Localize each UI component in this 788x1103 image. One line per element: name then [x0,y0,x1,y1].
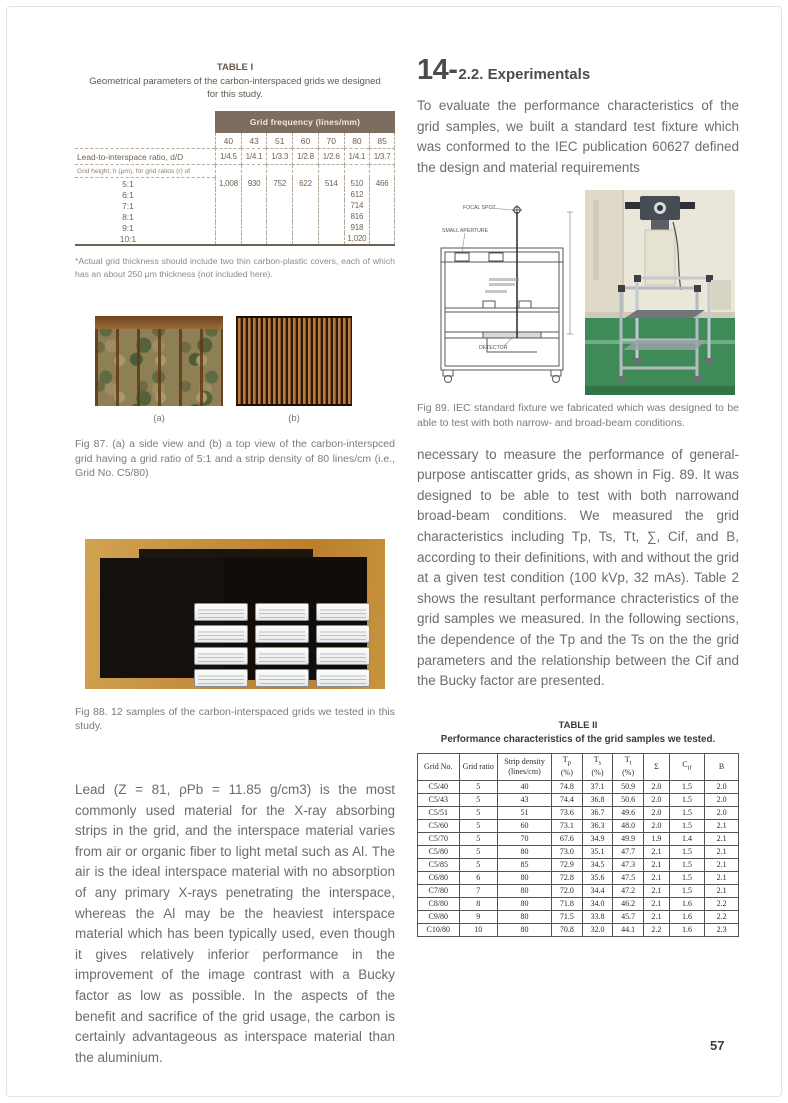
table2-column-header: $T_p$ (%) [552,753,583,780]
table1-height-value [292,211,318,222]
table1-height-value [215,222,241,233]
table2-cell: C5/80 [418,845,460,858]
table1-height-value: 816 [344,211,370,222]
table2-cell: 50.6 [613,793,644,806]
table2-cell: 2.1 [705,884,739,897]
fixture-frame [441,248,563,383]
small-annotations [485,278,519,293]
table2-cell: 6 [459,871,497,884]
table1-height-label: Grid height, h (μm), for grid ratios (r) of [75,165,215,178]
sample-label-chip [195,648,247,664]
table2-cell: 80 [498,923,552,936]
table2-cell: 1.5 [669,780,704,793]
table2-cell: 32.0 [582,923,613,936]
table2-cell: 47.2 [613,884,644,897]
table2-cell: 71.5 [552,910,583,923]
table2-cell: 37.1 [582,780,613,793]
table2-block [417,720,739,937]
table1-height-value: 622 [292,178,318,189]
page-number: 57 [710,1038,725,1053]
table1-ratio-value: 1/3.7 [369,148,395,165]
table2-cell: 80 [498,871,552,884]
table2-cell: 47.7 [613,845,644,858]
figure88-caption: Fig 88. 12 samples of the carbon-interspaced grids we tested in this study. [75,705,395,733]
table2-cell: 1.6 [669,910,704,923]
table1-group-header: Grid frequency (lines/mm) [215,111,395,133]
right-paragraph-2: necessary to measure the performance of general-purpose antiscatter grids, as shown in Fig. 89. It was designed to be able to test with both narrowand broad-beam conditions. We measured the grid characteristics including Tp, Ts, Tt, ∑, Cif, and B, according to their definitions, with and without the grid at a given test condition (100 kVp, 32 mAs). Table 2 shows the resultant performance chracteristics of the grid samples we measured. In the following sections, the dependence of the Tp and the Ts on the the grid parameters and the relationship between the Cif and the Bucky factor are presented. [417,446,739,689]
figure87a-photo [95,316,223,406]
table2-cell: 2.0 [643,819,669,832]
table2-cell: 2.0 [705,780,739,793]
table2-column-header: $C_{if}$ [669,753,704,780]
table2-cell: 2.2 [705,897,739,910]
table1-spacer [266,165,292,178]
sample-label-chip [256,648,308,664]
table2-cell: 34.0 [582,897,613,910]
table2-cell: C5/70 [418,832,460,845]
table1-height-value: 612 [344,189,370,200]
table1-grid-ratio-label: 7:1 [122,200,134,211]
table2-row [418,910,739,923]
table1-ratio-value: 1/2.8 [292,148,318,165]
table1-height-value: 918 [344,222,370,233]
figure87a [95,316,223,424]
table1-frequency: 85 [369,133,395,148]
table2-row [418,858,739,871]
table1-height-value: 714 [344,200,370,211]
table1-grid-ratio-label: 6:1 [122,189,134,200]
table2-cell: 60 [498,819,552,832]
table2-cell: 1.5 [669,845,704,858]
table2-cell: 80 [498,910,552,923]
table2-row [418,832,739,845]
table1-height-value: 514 [318,178,344,189]
table2-cell: 8 [459,897,497,910]
table1-spacer [344,165,370,178]
table2-cell: 73.6 [552,806,583,819]
sample-label-chip [317,604,369,620]
figure88-photo [85,539,385,689]
sample-label-chip [317,648,369,664]
table2-cell: 9 [459,910,497,923]
right-column [417,54,739,937]
stand-shelf-lower [623,340,707,350]
table2-cell: 43 [498,793,552,806]
table2-cell: 50.9 [613,780,644,793]
table1-height-value [369,211,395,222]
table1-height-value [266,200,292,211]
table1-height-value [241,222,267,233]
table1-height-value [369,189,395,200]
table1-frequency: 60 [292,133,318,148]
table2-cell: 2.2 [705,910,739,923]
table2-cell: 73.0 [552,845,583,858]
beam-axis [512,205,522,338]
table2-cell: 2.1 [705,832,739,845]
table2-cell: 33.8 [582,910,613,923]
table2-cell: 49.9 [613,832,644,845]
table1-height-value [318,222,344,233]
table1-spacer [318,165,344,178]
table2-cell: 35.6 [582,871,613,884]
table2-cell: 2.1 [643,845,669,858]
table2-cell: 2.2 [643,923,669,936]
table2-cell: 1.5 [669,858,704,871]
table2-row [418,884,739,897]
table1-height-value [292,189,318,200]
table2-cell: 48.0 [613,819,644,832]
table2-cell: 2.3 [705,923,739,936]
table2-cell: 80 [498,897,552,910]
table2-cell: 36.3 [582,819,613,832]
table2-cell: 1.6 [669,897,704,910]
table2-cell: 46.2 [613,897,644,910]
left-paragraph: Lead (Z = 81, ρPb = 11.85 g/cm3) is the most commonly used material for the X-ray absorbing strips in the grid, and the interspace material varies from air or organic fiber to light metal such as Al. The air is the ideal interspace material with no absorption of any primary X-rays penetrating the interspace, whereas the Al may be the heaviest interspace material which has been typically used, even though it gives relatively inferior performance in the improvement of the image contrast with a Bucky factor as low as possible. In the aspects of the benefit and sacrifice of the grid usage, the carbon is certainly advantageous as interspace material than the aluminium. [75,781,395,1065]
table2-cell: 2.0 [643,806,669,819]
right-paragraph-1: To evaluate the performance characteristics of the grid samples, we built a standard test fixture which was conformed to the IEC publication 60627 defined the design and material requirements [417,98,739,175]
table2-cell: 2.0 [705,793,739,806]
table1-height-value [318,211,344,222]
table2-cell: 5 [459,858,497,871]
table2-cell: 2.1 [643,858,669,871]
figure89-diagram [427,190,577,395]
table2-row [418,819,739,832]
figure87b [236,316,352,424]
table2-cell: 70 [498,832,552,845]
table1-frequency: 80 [344,133,370,148]
table2-cell: 1.5 [669,819,704,832]
table1-frequency: 40 [215,133,241,148]
table2-cell: 36.7 [582,806,613,819]
table2-cell: 5 [459,806,497,819]
table1-grid-ratio-label: 8:1 [122,211,134,222]
table2-row [418,923,739,936]
table2-column-header: Strip density (lines/cm) [498,753,552,780]
table1-height-value [215,200,241,211]
table2-cell: 34.9 [582,832,613,845]
figure89-caption: Fig 89. IEC standard fixture we fabricated which was designed to be able to test with both narrow- and broad-beam conditions. [417,402,739,429]
table2-cell: 85 [498,858,552,871]
section-number: 14- [417,54,458,86]
figure87b-label: (b) [288,413,300,424]
table2-column-header: Grid ratio [459,753,497,780]
table1-ratio-value: 1/4.1 [241,148,267,165]
table2-cell: 74.8 [552,780,583,793]
table2-cell: 2.1 [643,871,669,884]
focal-spot-label: FOCAL SPOT [463,205,496,212]
table1-height-value [318,200,344,211]
table1-frequency: 43 [241,133,267,148]
table2-cell: 1.5 [669,806,704,819]
table1-height-value [215,211,241,222]
table1-height-value: 466 [369,178,395,189]
table1-height-value [292,233,318,244]
table2-cell: 1.5 [669,871,704,884]
figure87a-label: (a) [153,413,165,424]
table1-label-empty [75,133,215,148]
table2-header-row [418,753,739,780]
table2-cell: 49.6 [613,806,644,819]
table1-footnote: *Actual grid thickness should include two thin carbon-plastic covers, each of which has an about 250 μm thickness (not included here). [75,256,395,279]
table2-cell: 5 [459,780,497,793]
table1-height-value [292,200,318,211]
table1-height-value [369,200,395,211]
table2-cell: 35.1 [582,845,613,858]
table2-cell: 5 [459,793,497,806]
table2-cell: 7 [459,884,497,897]
table1-height-value [369,222,395,233]
figure89 [427,190,739,395]
table1-height-value: 510 [344,178,370,189]
table2-cell: 1.4 [669,832,704,845]
table1-height-value: 930 [241,178,267,189]
table2-cell: 47.3 [613,858,644,871]
table2-cell: 5 [459,832,497,845]
table1-frequency: 70 [318,133,344,148]
table2-cell: 80 [498,845,552,858]
table2-row [418,806,739,819]
table1-corner [75,111,215,133]
table1-height-value [215,189,241,200]
table2-cell: 10 [459,923,497,936]
table2-row [418,780,739,793]
sample-label-chip [195,626,247,642]
table2-cell: 2.1 [643,910,669,923]
table2-cell: C5/85 [418,858,460,871]
table2-cell: 2.1 [705,819,739,832]
table2-cell: C5/43 [418,793,460,806]
table1-height-value: 1,020 [344,233,370,244]
table1-height-value [241,189,267,200]
sample-label-chip [195,670,247,686]
table2-caption: Performance characteristics of the grid samples we tested. [440,733,716,745]
table2-row [418,897,739,910]
sample-label-chip [317,626,369,642]
table2-cell: 67.6 [552,832,583,845]
figure87b-photo [236,316,352,406]
table1-height-value [292,222,318,233]
table2-cell: 34.4 [582,884,613,897]
table1-height-value: 752 [266,178,292,189]
table2-cell: 2.1 [643,897,669,910]
stand-shelf-upper [625,310,705,318]
section-title: 2.2. Experimentals [458,66,591,83]
table2-row [418,871,739,884]
table2-cell: 2.1 [705,845,739,858]
table1-ratio-value: 1/3.3 [266,148,292,165]
table2-cell: C6/80 [418,871,460,884]
table2-cell: 80 [498,884,552,897]
table1-spacer [292,165,318,178]
table2-cell: 2.0 [705,806,739,819]
table2-cell: C10/80 [418,923,460,936]
table2-cell: 51 [498,806,552,819]
table1-height-value [266,222,292,233]
sample-label-chip [317,670,369,686]
table1-height-value [318,233,344,244]
table1-ratio-label: Lead-to-interspace ratio, d/D [75,148,215,165]
table2-cell: 74.4 [552,793,583,806]
table2-cell: 72.9 [552,858,583,871]
table1-ratio-value: 1/4.1 [344,148,370,165]
figure89-photo [585,190,735,395]
section-heading [417,54,739,87]
table2-cell: 2.0 [643,780,669,793]
table2-cell: C9/80 [418,910,460,923]
table1-height-value [318,189,344,200]
table1-height-value [266,233,292,244]
figure87-caption: Fig 87. (a) a side view and (b) a top view of the carbon-interspced grid having a grid ratio of 5:1 and a strip density of 80 lines/cm (i.e., Grid No. C5/80) [75,438,395,480]
figure88-labels [193,602,371,689]
table1-spacer [241,165,267,178]
table2-column-header: Grid No. [418,753,460,780]
table2-cell: 34.5 [582,858,613,871]
table1-grid [75,111,395,246]
table1-caption: Geometrical parameters of the carbon-interspaced grids we designed for this study. [89,76,381,100]
table2-cell: 40 [498,780,552,793]
small-aperture-label: SMALL APERTURE [442,228,489,235]
table2-cell: 1.9 [643,832,669,845]
table1-grid-ratio-label: 10:1 [119,233,137,244]
table2 [417,753,739,937]
table2-cell: 2.1 [705,871,739,884]
table1-spacer [215,165,241,178]
table2-cell: 36.8 [582,793,613,806]
table2-cell: 5 [459,845,497,858]
left-column [75,62,395,1068]
table2-cell: 1.5 [669,884,704,897]
table1-frequency: 51 [266,133,292,148]
table1-height-value [266,189,292,200]
figure87 [95,316,395,424]
table1-grid-ratio-label: 5:1 [122,178,134,189]
sample-label-chip [256,604,308,620]
table2-cell: 70.8 [552,923,583,936]
table1-height-value [215,233,241,244]
table1-title: TABLE I [216,62,254,73]
table2-title: TABLE II [558,719,598,731]
table2-cell: 2.0 [643,793,669,806]
table2-cell: C8/80 [418,897,460,910]
table1-grid-ratio-label: 9:1 [122,222,134,233]
table1-ratio-value: 1/2.6 [318,148,344,165]
table1-height-value [369,233,395,244]
sample-label-chip [195,604,247,620]
table2-column-header: $T_t$ (%) [613,753,644,780]
table2-cell: 73.1 [552,819,583,832]
table1-height-value [241,200,267,211]
table2-row [418,793,739,806]
sample-label-chip [256,670,308,686]
table2-cell: 1.5 [669,793,704,806]
table2-cell: C5/51 [418,806,460,819]
table2-cell: 2.1 [643,884,669,897]
table2-column-header: Σ [643,753,669,780]
table1-height-value [266,211,292,222]
table2-row [418,845,739,858]
side-equipment [711,280,731,310]
floor [585,318,735,395]
table1-height-value: 1,008 [215,178,241,189]
table1-height-value [241,233,267,244]
table1-height-value [241,211,267,222]
table2-cell: 1.6 [669,923,704,936]
table2-cell: 72.8 [552,871,583,884]
table2-cell: 71.8 [552,897,583,910]
table1-ratio-value: 1/4.5 [215,148,241,165]
table2-cell: 5 [459,819,497,832]
table2-cell: 72.0 [552,884,583,897]
table2-cell: 2.1 [705,858,739,871]
table2-cell: 47.5 [613,871,644,884]
table2-cell: C5/60 [418,819,460,832]
table2-column-header: $T_s$ (%) [582,753,613,780]
table2-column-header: B [705,753,739,780]
table1-spacer [369,165,395,178]
detector-label: DETECTOR [479,345,508,352]
table2-cell: C5/40 [418,780,460,793]
table2-cell: 44.1 [613,923,644,936]
sample-label-chip [256,626,308,642]
table2-cell: C7/80 [418,884,460,897]
table2-cell: 45.7 [613,910,644,923]
